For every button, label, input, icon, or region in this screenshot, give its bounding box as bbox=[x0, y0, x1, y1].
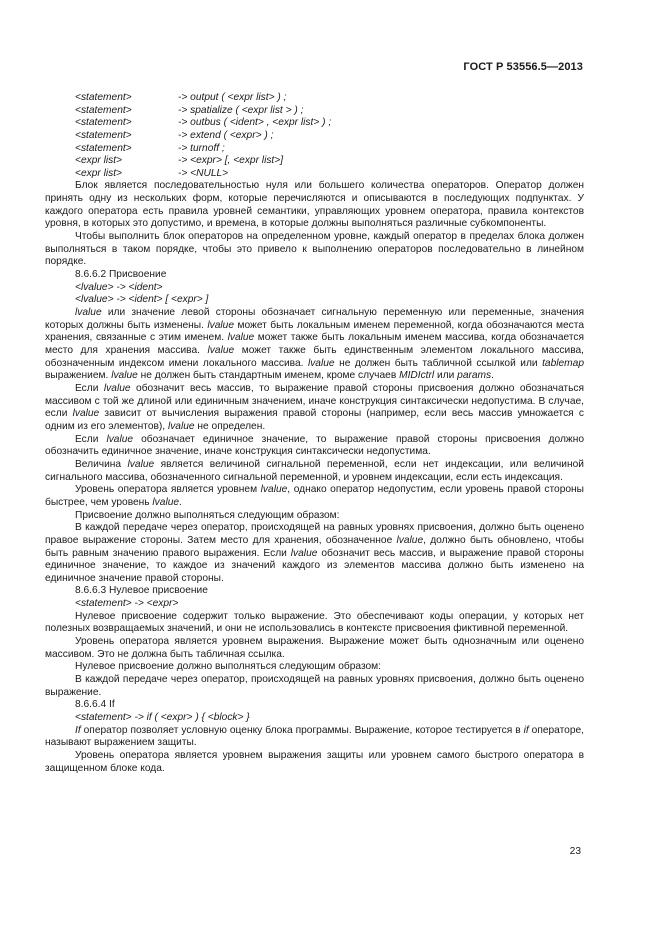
grammar-lhs: <statement> bbox=[75, 104, 132, 116]
grammar-lhs: <expr list> bbox=[75, 167, 122, 179]
grammar-rule bbox=[45, 168, 584, 181]
paragraph: Уровень оператора является уровнем выражения защиты или уровнем самого быстрого оператора в защищенном блоке кода. bbox=[45, 750, 584, 774]
grammar-lhs: <statement> bbox=[75, 129, 132, 141]
paragraph: Нулевое присвоение содержит только выражение. Это обеспечивают коды операции, у которых нет полезных возвращаемых значений, и они не использовались в контексте присвоения фиктивной переменной. bbox=[45, 610, 584, 635]
grammar-lhs: <statement> bbox=[75, 142, 132, 154]
grammar-rule bbox=[45, 130, 584, 143]
standard-designation: ГОСТ Р 53556.5—2013 bbox=[463, 61, 583, 73]
grammar-rhs: -> extend ( <expr> ) ; bbox=[178, 129, 274, 141]
intro-text bbox=[45, 180, 584, 269]
grammar-rule: <statement> -> if ( <expr> ) { <block> } bbox=[75, 712, 250, 724]
grammar-lhs: <expr list> bbox=[75, 155, 122, 167]
paragraph: Уровень оператора является уровнем выражения. Выражение может быть однозначным или оценено массивом. Это не должна быть табличная ссылка. bbox=[45, 636, 584, 660]
grammar-rule bbox=[45, 105, 584, 118]
grammar-rule bbox=[45, 155, 584, 168]
page-number: 23 bbox=[569, 846, 581, 857]
if-text bbox=[45, 725, 584, 776]
paragraph: lvalue или значение левой стороны обозначает сигнальную переменную или переменные, значения которых должны быть изменены. lvalue может быть локальным именем переменной, когда обозначаются места хранения, связанные с этим именем. lvalue может также быть локальным именем массива, когда обозначается место для хранения массива. lvalue может также быть единственным элементом локального массива, обозначенным индексом имени локального массива. lvalue не должен быть табличной ссылкой или tablemap выражением. lvalue не должен быть стандартным именем, кроме случаев MIDIctrl или params. bbox=[45, 307, 584, 382]
grammar-rule bbox=[45, 143, 584, 156]
paragraph: If оператор позволяет условную оценку блока программы. Выражение, которое тестируется в if операторе, называют выражением защиты. bbox=[45, 724, 584, 749]
grammar-rule bbox=[45, 92, 584, 105]
grammar-rule: <lvalue> -> <ident> bbox=[75, 281, 163, 293]
paragraph: Присвоение должно выполняться следующим образом: bbox=[75, 509, 340, 521]
grammar-block bbox=[45, 92, 584, 180]
section-heading: 8.6.6.4 If bbox=[75, 699, 115, 711]
document-body bbox=[45, 92, 584, 775]
paragraph: Нулевое присвоение должно выполняться следующим образом: bbox=[75, 661, 382, 673]
paragraph: В каждой передаче через оператор, происходящей на равных уровнях присвоения, должно быть оценено правое выражение стороны. Затем место для хранения, обозначенное lvalue, должно быть обновлено, чтобы быть равным значению правого выражения. Если lvalue обозначит весь массив, и выражение правой стороны единичное значение, то каждое из значений каждого из элементов массива должно быть изменено на единичное значение правой стороны. bbox=[45, 522, 584, 584]
grammar-rhs: -> <expr> [, <expr list>] bbox=[178, 155, 284, 167]
section-heading: 8.6.6.2 Присвоение bbox=[75, 269, 167, 281]
grammar-rhs: -> turnoff ; bbox=[178, 142, 225, 154]
grammar-rhs: -> spatialize ( <expr list > ) ; bbox=[178, 104, 304, 116]
grammar-rhs: -> <NULL> bbox=[178, 167, 229, 179]
paragraph: Блок является последовательностью нуля или большего количества операторов. Оператор должен принять одну из нескольких форм, которые перечисляются и описываются в последующих подпунктах. У каждого оператора есть правила уровней семантики, управляющих уровнем оператора, правила контекстов уровня, в которых это допустимо, и времена, в которые должны выполняться различные субкомпоненты. bbox=[45, 180, 584, 230]
paragraph: Величина lvalue является величиной сигнальной переменной, если нет индексации, или величиной сигнального массива, обозначенного сигнальной переменной, и уровнем индексации, если есть индексация. bbox=[45, 458, 584, 483]
paragraph: Если lvalue обозначит весь массив, то выражение правой стороны присвоения должно обозначаться массивом с той же длиной или единичным значением, иначе конструкция синтаксически недопустима. В случае, если lvalue зависит от вычисления выражения правой стороны (например, если весь массив умножается с одним из его элементов), lvalue не определен. bbox=[45, 382, 584, 432]
null-assignment-text bbox=[45, 611, 584, 700]
paragraph: Уровень оператора является уровнем lvalue, однако оператор недопустим, если уровень правой стороны быстрее, чем уровень lvalue. bbox=[45, 484, 584, 508]
assignment-text bbox=[45, 307, 584, 585]
grammar-rhs: -> outbus ( <ident> , <expr list> ) ; bbox=[178, 117, 332, 129]
grammar-lhs: <statement> bbox=[75, 117, 132, 129]
grammar-rhs: -> output ( <expr list> ) ; bbox=[178, 92, 287, 103]
paragraph: Чтобы выполнить блок операторов на определенном уровне, каждый оператор в пределах блока должен выполняться в таком порядке, чтобы это привело к выполнению операторов последовательно в линейном порядке. bbox=[45, 231, 584, 268]
paragraph: Если lvalue обозначает единичное значение, то выражение правой стороны присвоения должно обозначить единичное значение, иначе конструкция синтаксически недопустима. bbox=[45, 433, 584, 458]
grammar-rule bbox=[45, 117, 584, 130]
paragraph: В каждой передаче через оператор, происходящей на равных уровнях присвоения, должно быть оценено выражение. bbox=[45, 674, 584, 698]
grammar-rule: <lvalue> -> <ident> [ <expr> ] bbox=[75, 294, 209, 306]
grammar-lhs: <statement> bbox=[75, 92, 132, 103]
grammar-rule: <statement> -> <expr> bbox=[75, 598, 179, 610]
section-heading: 8.6.6.3 Нулевое присвоение bbox=[75, 585, 208, 597]
